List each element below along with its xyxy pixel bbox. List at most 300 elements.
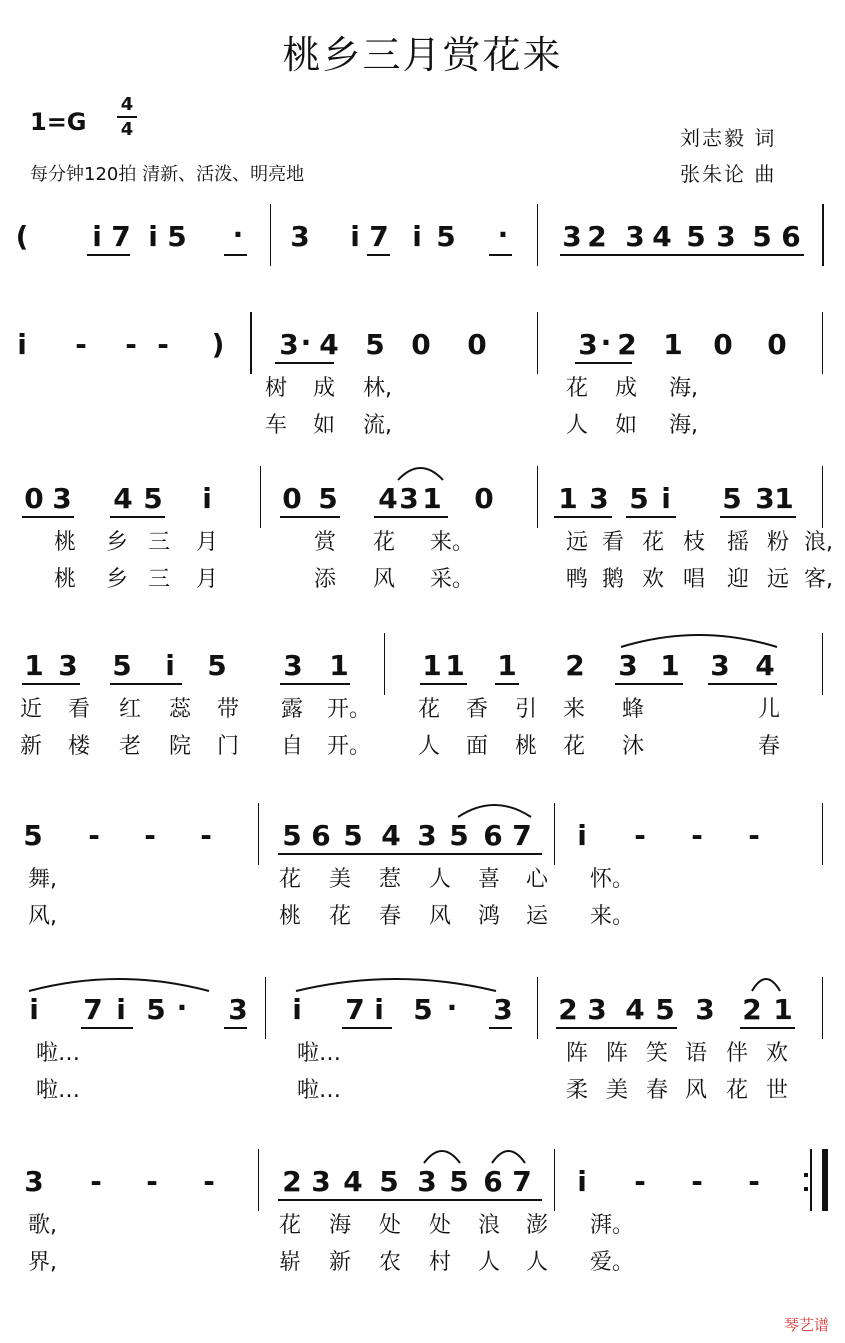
note: 4: [113, 482, 133, 515]
lyric-2: 人: [526, 1250, 549, 1275]
note: i: [577, 1165, 587, 1198]
note: 3: [58, 649, 78, 682]
note: 5: [413, 993, 433, 1026]
lyric-1: 三: [148, 530, 171, 555]
barline: [265, 977, 266, 1039]
beam-underline: [615, 683, 683, 685]
extension-dash: -: [200, 819, 212, 852]
note: 7: [83, 993, 103, 1026]
lyric-2: 沐: [622, 734, 645, 759]
score-row: [0, 218, 845, 322]
lyric-2: 三: [148, 567, 171, 592]
note: i: [374, 993, 384, 1026]
lyric-2: 桃: [54, 567, 77, 592]
extension-dash: -: [634, 1165, 646, 1198]
key-signature: 1=G: [30, 108, 87, 136]
note: 5: [379, 1165, 399, 1198]
note: 1: [329, 649, 349, 682]
note: 5: [365, 328, 385, 361]
beam-underline: [575, 362, 632, 364]
lyric-2: 流,: [363, 413, 392, 438]
barline: [537, 977, 538, 1039]
note: 5: [282, 819, 302, 852]
score-row: [0, 482, 845, 592]
beam-underline: [495, 683, 519, 685]
beam-underline: [22, 516, 74, 518]
beam-underline: [708, 683, 777, 685]
note: 7: [512, 819, 532, 852]
lyric-2: 鸿: [478, 904, 501, 929]
beam-underline: [367, 254, 390, 256]
slur-path: [492, 1151, 525, 1163]
lyric-2: 新: [329, 1250, 352, 1275]
note: 5: [629, 482, 649, 515]
extension-dash: -: [144, 819, 156, 852]
lyric-1: 儿: [758, 697, 781, 722]
note: 1: [24, 649, 44, 682]
lyric-1: 海: [329, 1213, 352, 1238]
tempo-marking: 每分钟120拍 清新、活泼、明亮地: [30, 164, 305, 185]
lyric-2: 面: [466, 734, 489, 759]
lyric-2: 风,: [28, 904, 57, 929]
lyric-1: 歌,: [28, 1213, 57, 1238]
composer-credit: 张朱论 曲: [680, 162, 777, 186]
lyric-2: 迎: [727, 567, 750, 592]
lyric-2: 开。: [327, 734, 372, 759]
note: 3: [417, 1165, 437, 1198]
lyric-2: 鸭: [566, 567, 589, 592]
lyric-2: 乡: [106, 567, 129, 592]
note: 3: [716, 220, 736, 253]
note: i: [17, 328, 27, 361]
note: 5: [752, 220, 772, 253]
note: 4: [755, 649, 775, 682]
lyric-2: 人: [566, 413, 589, 438]
beam-underline: [489, 1027, 512, 1029]
barline: [822, 633, 823, 695]
lyric-2: 美: [606, 1078, 629, 1103]
lyric-1: 来: [563, 697, 586, 722]
note: 5: [449, 1165, 469, 1198]
note: 3: [290, 220, 310, 253]
lyric-2: 来。: [590, 904, 635, 929]
note: 3: [587, 993, 607, 1026]
lyric-1: 带: [217, 697, 240, 722]
slur: [397, 460, 444, 482]
score-row: [0, 649, 845, 759]
lyric-2: 如: [313, 413, 336, 438]
note: 1: [445, 649, 465, 682]
note: 2: [742, 993, 762, 1026]
lyric-2: 桃: [515, 734, 538, 759]
note: 4: [381, 819, 401, 852]
lyric-1: 啦…: [297, 1041, 342, 1066]
lyric-1: 红: [119, 697, 142, 722]
lyric-1: 海,: [669, 376, 698, 401]
beam-underline: [554, 516, 612, 518]
note: 3: [755, 482, 775, 515]
score-row: [0, 819, 845, 929]
note: 3: [52, 482, 72, 515]
beam-underline: [224, 254, 247, 256]
time-sig-denominator: 4: [120, 119, 134, 140]
lyric-1: 成: [313, 376, 336, 401]
lyric-2: 崭: [279, 1250, 302, 1275]
lyric-1: 看: [68, 697, 91, 722]
beam-underline: [275, 362, 334, 364]
beam-underline: [22, 683, 80, 685]
note: 3: [417, 819, 437, 852]
lyric-2: 啦…: [297, 1078, 342, 1103]
note: 7: [369, 220, 389, 253]
lyric-1: 花: [279, 867, 302, 892]
extension-dash: -: [90, 1165, 102, 1198]
note: 3: [399, 482, 419, 515]
lyric-2: 风: [685, 1078, 708, 1103]
lyric-2: 海,: [669, 413, 698, 438]
lyric-2: 老: [119, 734, 142, 759]
note: 3: [228, 993, 248, 1026]
beam-underline: [420, 683, 467, 685]
extension-dash: -: [75, 328, 87, 361]
note: 4: [343, 1165, 363, 1198]
lyric-2: 村: [429, 1250, 452, 1275]
lyric-2: 桃: [279, 904, 302, 929]
barline: [258, 803, 259, 865]
lyric-1: 枝: [683, 530, 706, 555]
augmentation-dot: ·: [232, 218, 244, 251]
barline: [384, 633, 385, 695]
lyric-2: 世: [766, 1078, 789, 1103]
beam-underline: [489, 254, 512, 256]
augmentation-dot: ·: [176, 991, 188, 1024]
barline: [822, 204, 824, 266]
lyric-1: 看: [602, 530, 625, 555]
note: 5: [655, 993, 675, 1026]
lyric-2: 客,: [804, 567, 833, 592]
slur-path: [29, 979, 209, 991]
lyric-2: 鹅: [602, 567, 625, 592]
lyric-1: 树: [265, 376, 288, 401]
bracket: (: [15, 220, 29, 253]
lyric-1: 处: [379, 1213, 402, 1238]
lyric-2: 车: [265, 413, 288, 438]
lyric-1: 怀。: [590, 867, 635, 892]
lyric-2: 春: [758, 734, 781, 759]
beam-underline: [278, 853, 542, 855]
note: 4: [652, 220, 672, 253]
note: 6: [311, 819, 331, 852]
note: i: [412, 220, 422, 253]
barline: [822, 1149, 828, 1211]
lyric-1: 喜: [478, 867, 501, 892]
note: 3: [562, 220, 582, 253]
lyricist-credit: 刘志毅 词: [680, 126, 777, 150]
note: 5: [318, 482, 338, 515]
note: 5: [112, 649, 132, 682]
lyric-2: 添: [314, 567, 337, 592]
lyric-2: 花: [563, 734, 586, 759]
lyric-1: 湃。: [590, 1213, 635, 1238]
extension-dash: -: [157, 328, 169, 361]
augmentation-dot: ·: [497, 218, 509, 251]
lyric-2: 楼: [68, 734, 91, 759]
note: 1: [774, 482, 794, 515]
note: 7: [345, 993, 365, 1026]
slur-path: [621, 635, 777, 647]
barline: [554, 803, 555, 865]
lyric-2: 欢: [642, 567, 665, 592]
note: 3: [311, 1165, 331, 1198]
lyric-1: 赏: [314, 530, 337, 555]
lyric-1: 花: [279, 1213, 302, 1238]
note: 6: [781, 220, 801, 253]
lyric-1: 蕊: [169, 697, 192, 722]
note: 4: [319, 328, 339, 361]
barline: [554, 1149, 555, 1211]
beam-underline: [560, 254, 804, 256]
extension-dash: -: [125, 328, 137, 361]
lyric-1: 澎: [526, 1213, 549, 1238]
note: 3: [283, 649, 303, 682]
note: 5: [146, 993, 166, 1026]
note: 7: [111, 220, 131, 253]
lyric-2: 如: [615, 413, 638, 438]
lyric-2: 农: [379, 1250, 402, 1275]
slur-path: [458, 805, 531, 817]
lyric-1: 乡: [106, 530, 129, 555]
barline: [822, 466, 823, 528]
extension-dash: -: [146, 1165, 158, 1198]
score-row: [0, 991, 845, 1103]
note: 5: [449, 819, 469, 852]
extension-dash: -: [691, 1165, 703, 1198]
slur-path: [398, 468, 443, 480]
time-sig-bar: [117, 116, 137, 118]
augmentation-dot: ·: [300, 326, 312, 359]
note: 4: [625, 993, 645, 1026]
note: i: [165, 649, 175, 682]
beam-underline: [556, 1027, 677, 1029]
note: 0: [467, 328, 487, 361]
lyric-1: 惹: [379, 867, 402, 892]
repeat-dot: [804, 1173, 808, 1177]
note: 1: [558, 482, 578, 515]
note: 5: [167, 220, 187, 253]
slur-path: [296, 979, 496, 991]
lyric-2: 春: [646, 1078, 669, 1103]
note: 0: [411, 328, 431, 361]
note: i: [116, 993, 126, 1026]
note: 3: [710, 649, 730, 682]
lyric-1: 啦…: [36, 1041, 81, 1066]
lyric-2: 自: [281, 734, 304, 759]
note: 3: [493, 993, 513, 1026]
note: 3: [578, 328, 598, 361]
lyric-1: 阵: [566, 1041, 589, 1066]
note: 1: [663, 328, 683, 361]
note: 5: [436, 220, 456, 253]
lyric-1: 花: [642, 530, 665, 555]
lyric-1: 笑: [646, 1041, 669, 1066]
barline: [822, 977, 823, 1039]
lyric-1: 蜂: [622, 697, 645, 722]
note: 5: [722, 482, 742, 515]
lyric-2: 唱: [683, 567, 706, 592]
note: 1: [660, 649, 680, 682]
barline: [537, 466, 538, 528]
lyric-1: 处: [429, 1213, 452, 1238]
note: 2: [282, 1165, 302, 1198]
lyric-1: 月: [196, 530, 219, 555]
note: i: [661, 482, 671, 515]
lyric-2: 花: [726, 1078, 749, 1103]
beam-underline: [374, 516, 448, 518]
lyric-2: 月: [196, 567, 219, 592]
lyric-1: 伴: [726, 1041, 749, 1066]
lyric-2: 运: [526, 904, 549, 929]
barline: [810, 1149, 812, 1211]
time-sig-numerator: 4: [120, 94, 134, 115]
lyric-1: 来。: [430, 530, 475, 555]
note: 6: [483, 1165, 503, 1198]
note: 1: [497, 649, 517, 682]
note: 3: [279, 328, 299, 361]
barline: [822, 312, 823, 374]
extension-dash: -: [748, 819, 760, 852]
extension-dash: -: [691, 819, 703, 852]
lyric-1: 欢: [766, 1041, 789, 1066]
lyric-1: 成: [615, 376, 638, 401]
beam-underline: [280, 516, 340, 518]
lyric-2: 爱。: [590, 1250, 635, 1275]
lyric-1: 桃: [54, 530, 77, 555]
bracket: ): [211, 328, 225, 361]
lyric-2: 风: [373, 567, 396, 592]
lyric-2: 界,: [28, 1250, 57, 1275]
barline: [822, 803, 823, 865]
note: 5: [207, 649, 227, 682]
note: 2: [587, 220, 607, 253]
lyric-2: 春: [379, 904, 402, 929]
note: 3: [24, 1165, 44, 1198]
note: 0: [282, 482, 302, 515]
time-signature: [117, 94, 137, 140]
note: 3: [589, 482, 609, 515]
lyric-1: 浪: [478, 1213, 501, 1238]
note: 0: [24, 482, 44, 515]
lyric-2: 新: [20, 734, 43, 759]
slur: [751, 971, 781, 993]
lyric-2: 花: [329, 904, 352, 929]
augmentation-dot: ·: [446, 991, 458, 1024]
lyric-1: 阵: [606, 1041, 629, 1066]
lyric-1: 摇: [727, 530, 750, 555]
slur: [491, 1143, 526, 1165]
beam-underline: [626, 516, 676, 518]
beam-underline: [110, 516, 165, 518]
beam-underline: [81, 1027, 133, 1029]
score-row: [0, 326, 845, 438]
note: 2: [558, 993, 578, 1026]
lyric-1: 开。: [327, 697, 372, 722]
note: i: [292, 993, 302, 1026]
note: 5: [23, 819, 43, 852]
note: 6: [483, 819, 503, 852]
lyric-2: 院: [169, 734, 192, 759]
note: 5: [686, 220, 706, 253]
lyric-1: 林,: [363, 376, 392, 401]
note: 3: [618, 649, 638, 682]
beam-underline: [224, 1027, 247, 1029]
slur: [28, 971, 210, 993]
note: 7: [512, 1165, 532, 1198]
watermark-logo: 琴艺谱: [783, 1316, 829, 1334]
lyric-1: 远: [566, 530, 589, 555]
note: 2: [617, 328, 637, 361]
note: i: [202, 482, 212, 515]
lyric-2: 采。: [430, 567, 475, 592]
beam-underline: [342, 1027, 392, 1029]
barline: [250, 312, 252, 374]
note: 5: [143, 482, 163, 515]
slur-path: [752, 979, 780, 991]
note: 5: [343, 819, 363, 852]
slur: [295, 971, 497, 993]
lyric-2: 柔: [566, 1078, 589, 1103]
note: 1: [422, 482, 442, 515]
lyric-2: 远: [767, 567, 790, 592]
beam-underline: [740, 1027, 795, 1029]
lyric-1: 美: [329, 867, 352, 892]
note: 3: [695, 993, 715, 1026]
note: 4: [378, 482, 398, 515]
lyric-2: 风: [429, 904, 452, 929]
note: 1: [422, 649, 442, 682]
lyric-1: 花: [566, 376, 589, 401]
note: 1: [773, 993, 793, 1026]
lyric-2: 啦…: [36, 1078, 81, 1103]
song-title: 桃乡三月赏花来: [282, 33, 563, 77]
lyric-1: 近: [20, 697, 43, 722]
slur: [620, 627, 778, 649]
lyric-1: 语: [685, 1041, 708, 1066]
beam-underline: [278, 1199, 542, 1201]
augmentation-dot: ·: [600, 326, 612, 359]
lyric-1: 舞,: [28, 867, 57, 892]
note: 0: [713, 328, 733, 361]
note: i: [29, 993, 39, 1026]
barline: [258, 1149, 259, 1211]
barline: [537, 312, 538, 374]
note: i: [92, 220, 102, 253]
extension-dash: -: [634, 819, 646, 852]
barline: [537, 204, 538, 266]
lyric-1: 人: [429, 867, 452, 892]
note: 0: [767, 328, 787, 361]
slur-path: [424, 1151, 460, 1163]
lyric-1: 心: [526, 867, 549, 892]
repeat-dot: [804, 1187, 808, 1191]
lyric-2: 人: [418, 734, 441, 759]
lyric-2: 人: [478, 1250, 501, 1275]
extension-dash: -: [203, 1165, 215, 1198]
beam-underline: [720, 516, 796, 518]
lyric-1: 粉: [767, 530, 790, 555]
barline: [270, 204, 271, 266]
note: 0: [474, 482, 494, 515]
score-row: [0, 1165, 845, 1275]
